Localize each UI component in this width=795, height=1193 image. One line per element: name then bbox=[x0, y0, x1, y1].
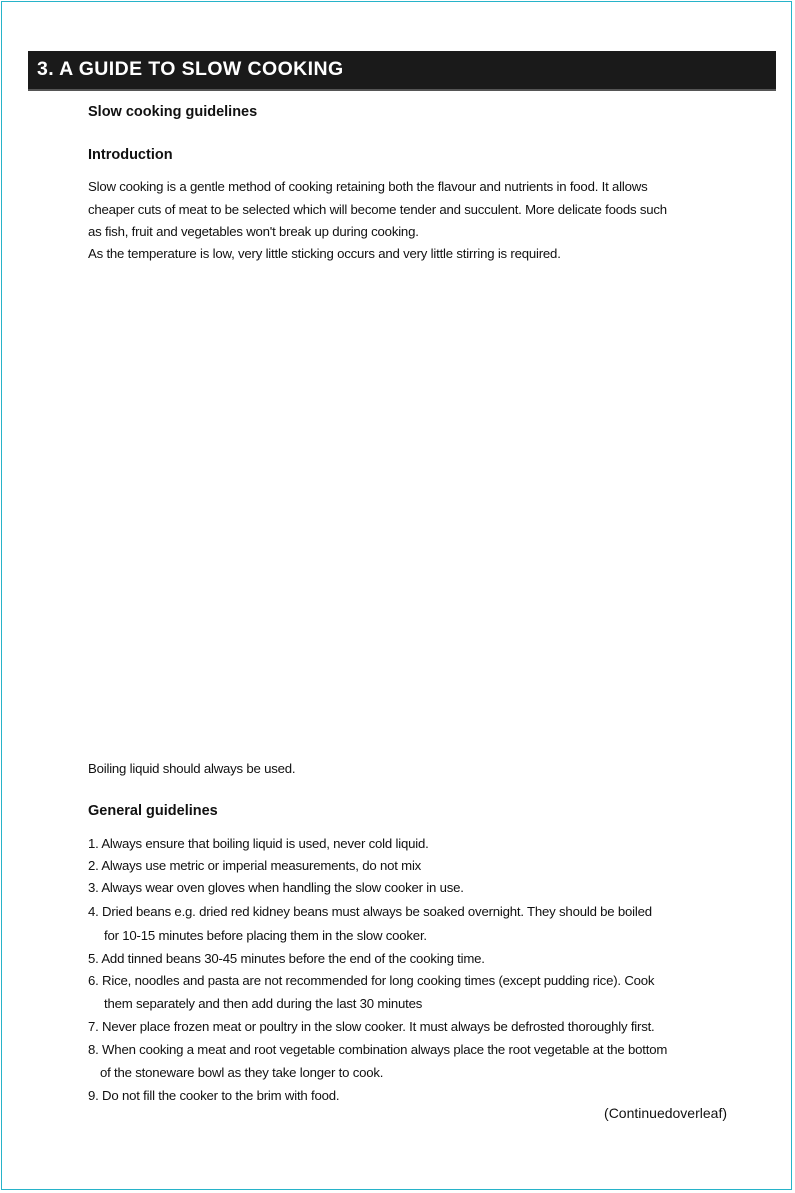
list-item: 7. Never place frozen meat or poultry in the slow cooker. It must always be defrosted thoroughly first. bbox=[88, 1019, 655, 1034]
continued-note: (Continuedoverleaf) bbox=[604, 1105, 727, 1121]
list-item: 8. When cooking a meat and root vegetable combination always place the root vegetable at the bottom bbox=[88, 1042, 668, 1057]
list-item: 3. Always wear oven gloves when handling the slow cooker in use. bbox=[88, 880, 464, 895]
general-heading: General guidelines bbox=[88, 803, 218, 819]
intro-line: Slow cooking is a gentle method of cooking retaining both the flavour and nutrients in food. It allows bbox=[88, 179, 648, 194]
list-item: 9. Do not fill the cooker to the brim with food. bbox=[88, 1088, 340, 1103]
list-item-continuation: of the stoneware bowl as they take longer to cook. bbox=[100, 1065, 384, 1080]
list-item-continuation: them separately and then add during the last 30 minutes bbox=[104, 996, 423, 1011]
boiling-note: Boiling liquid should always be used. bbox=[88, 761, 296, 776]
section-header-title: 3. A GUIDE TO SLOW COOKING bbox=[37, 58, 344, 80]
section-header-bar bbox=[28, 51, 776, 91]
list-item: 5. Add tinned beans 30-45 minutes before the end of the cooking time. bbox=[88, 951, 485, 966]
intro-heading: Introduction bbox=[88, 147, 173, 163]
page-subtitle: Slow cooking guidelines bbox=[88, 104, 258, 120]
intro-line: As the temperature is low, very little sticking occurs and very little stirring is required. bbox=[88, 246, 561, 261]
list-item-continuation: for 10-15 minutes before placing them in the slow cooker. bbox=[104, 928, 427, 943]
intro-line: as fish, fruit and vegetables won't break up during cooking. bbox=[88, 224, 419, 239]
list-item: 2. Always use metric or imperial measurements, do not mix bbox=[88, 858, 422, 873]
list-item: 1. Always ensure that boiling liquid is used, never cold liquid. bbox=[88, 836, 429, 851]
intro-line: cheaper cuts of meat to be selected which will become tender and succulent. More delicate foods such bbox=[88, 202, 667, 217]
list-item: 4. Dried beans e.g. dried red kidney beans must always be soaked overnight. They should be boiled bbox=[88, 904, 652, 919]
list-item: 6. Rice, noodles and pasta are not recommended for long cooking times (except pudding rice). Cook bbox=[88, 973, 655, 988]
